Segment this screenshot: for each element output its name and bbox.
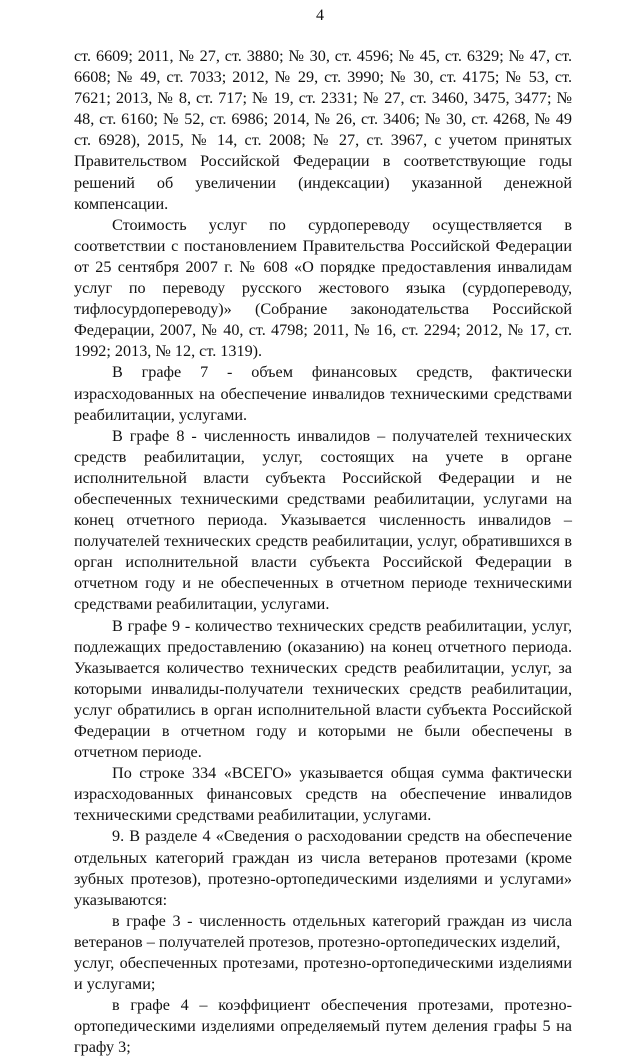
paragraph-column-7: В графе 7 - объем финансовых средств, фактически израсходованных на обеспечение инвалидов техническими средствами реабилитации, услугами. [74, 363, 572, 424]
paragraph-column-9: В графе 9 - количество технических средств реабилитации, услуг, подлежащих предоставлению (оказанию) на конец отчетного периода. Указывается количество технических средств реабилитации, услуг, за которыми инвалиды-получатели технических средств реабилитации, услуг обратились в орган исполнительной власти субъекта Российской Федерации в отчетном году и которыми не были обеспечены в отчетном периоде. [74, 616, 572, 762]
paragraph-column-4: в графе 4 – коэффициент обеспечения протезами, протезно-ортопедическими изделиями определяемый путем деления графы 5 на графу 3; [74, 996, 572, 1057]
paragraph-column-8: В графе 8 - численность инвалидов – получателей технических средств реабилитации, услуг, состоящих на учете в органе исполнительной власти субъекта Российской Федерации и не обеспеченных техническими средствами реабилитации, услугами на конец отчетного периода. Указывается численность инвалидов – получателей технических средств реабилитации, услуг, обратившихся в орган исполнительной власти субъекта Российской Федерации в отчетном году и не обеспеченных в отчетном периоде техническими средствами реабилитации, услугами. [74, 426, 572, 614]
paragraph-section-4: 9. В разделе 4 «Сведения о расходовании средств на обеспечение отдельных категорий граждан из числа ветеранов протезами (кроме зубных протезов), протезно-ортопедическими изделиями и услугами» указываются: [74, 827, 572, 909]
paragraph-column-3-continued: услуг, обеспеченных протезами, протезно-ортопедическими изделиями и услугами; [74, 954, 572, 994]
paragraph-column-3: в графе 3 - численность отдельных категорий граждан из числа ветеранов – получателей протезов, протезно-ортопедических изделий, [74, 911, 572, 951]
paragraph-sign-language-services: Стоимость услуг по сурдопереводу осуществляется в соответствии с постановлением Правительства Российской Федерации от 25 сентября 2007 г. № 608 «О порядке предоставления инвалидам услуг по переводу русского жестового языка (сурдопереводу, тифлосурдопереводу)» (Собрание законодательства Российской Федерации, 2007, № 40, ст. 4798; 2011, № 16, ст. 2294; 2012, № 17, ст. 1992; 2013, № 12, ст. 1319). [74, 215, 572, 361]
paragraph-law-references: ст. 6609; 2011, № 27, ст. 3880; № 30, ст. 4596; № 45, ст. 6329; № 47, ст. 6608; № 49, ст. 7033; 2012, № 29, ст. 3990; № 30, ст. 4175; № 53, ст. 7621; 2013, № 8, ст. 717; № 19, ст. 2331; № 27, ст. 3460, 3475, 3477; № 48, ст. 6160; № 52, ст. 6986; 2014, № 26, ст. 3406; № 30, ст. 4268, № 49 ст. 6928), 2015, № 14, ст. 2008; № 27, ст. 3967, с учетом принятых Правительством Российской Федерации в соответствующие годы решений об увеличении (индексации) указанной денежной компенсации. [74, 47, 572, 213]
document-body [74, 46, 572, 1059]
page-number: 4 [316, 7, 324, 24]
paragraph-row-334-total: По строке 334 «ВСЕГО» указывается общая сумма фактически израсходованных финансовых средств на обеспечение инвалидов техническими средствами реабилитации, услугами. [74, 764, 572, 825]
